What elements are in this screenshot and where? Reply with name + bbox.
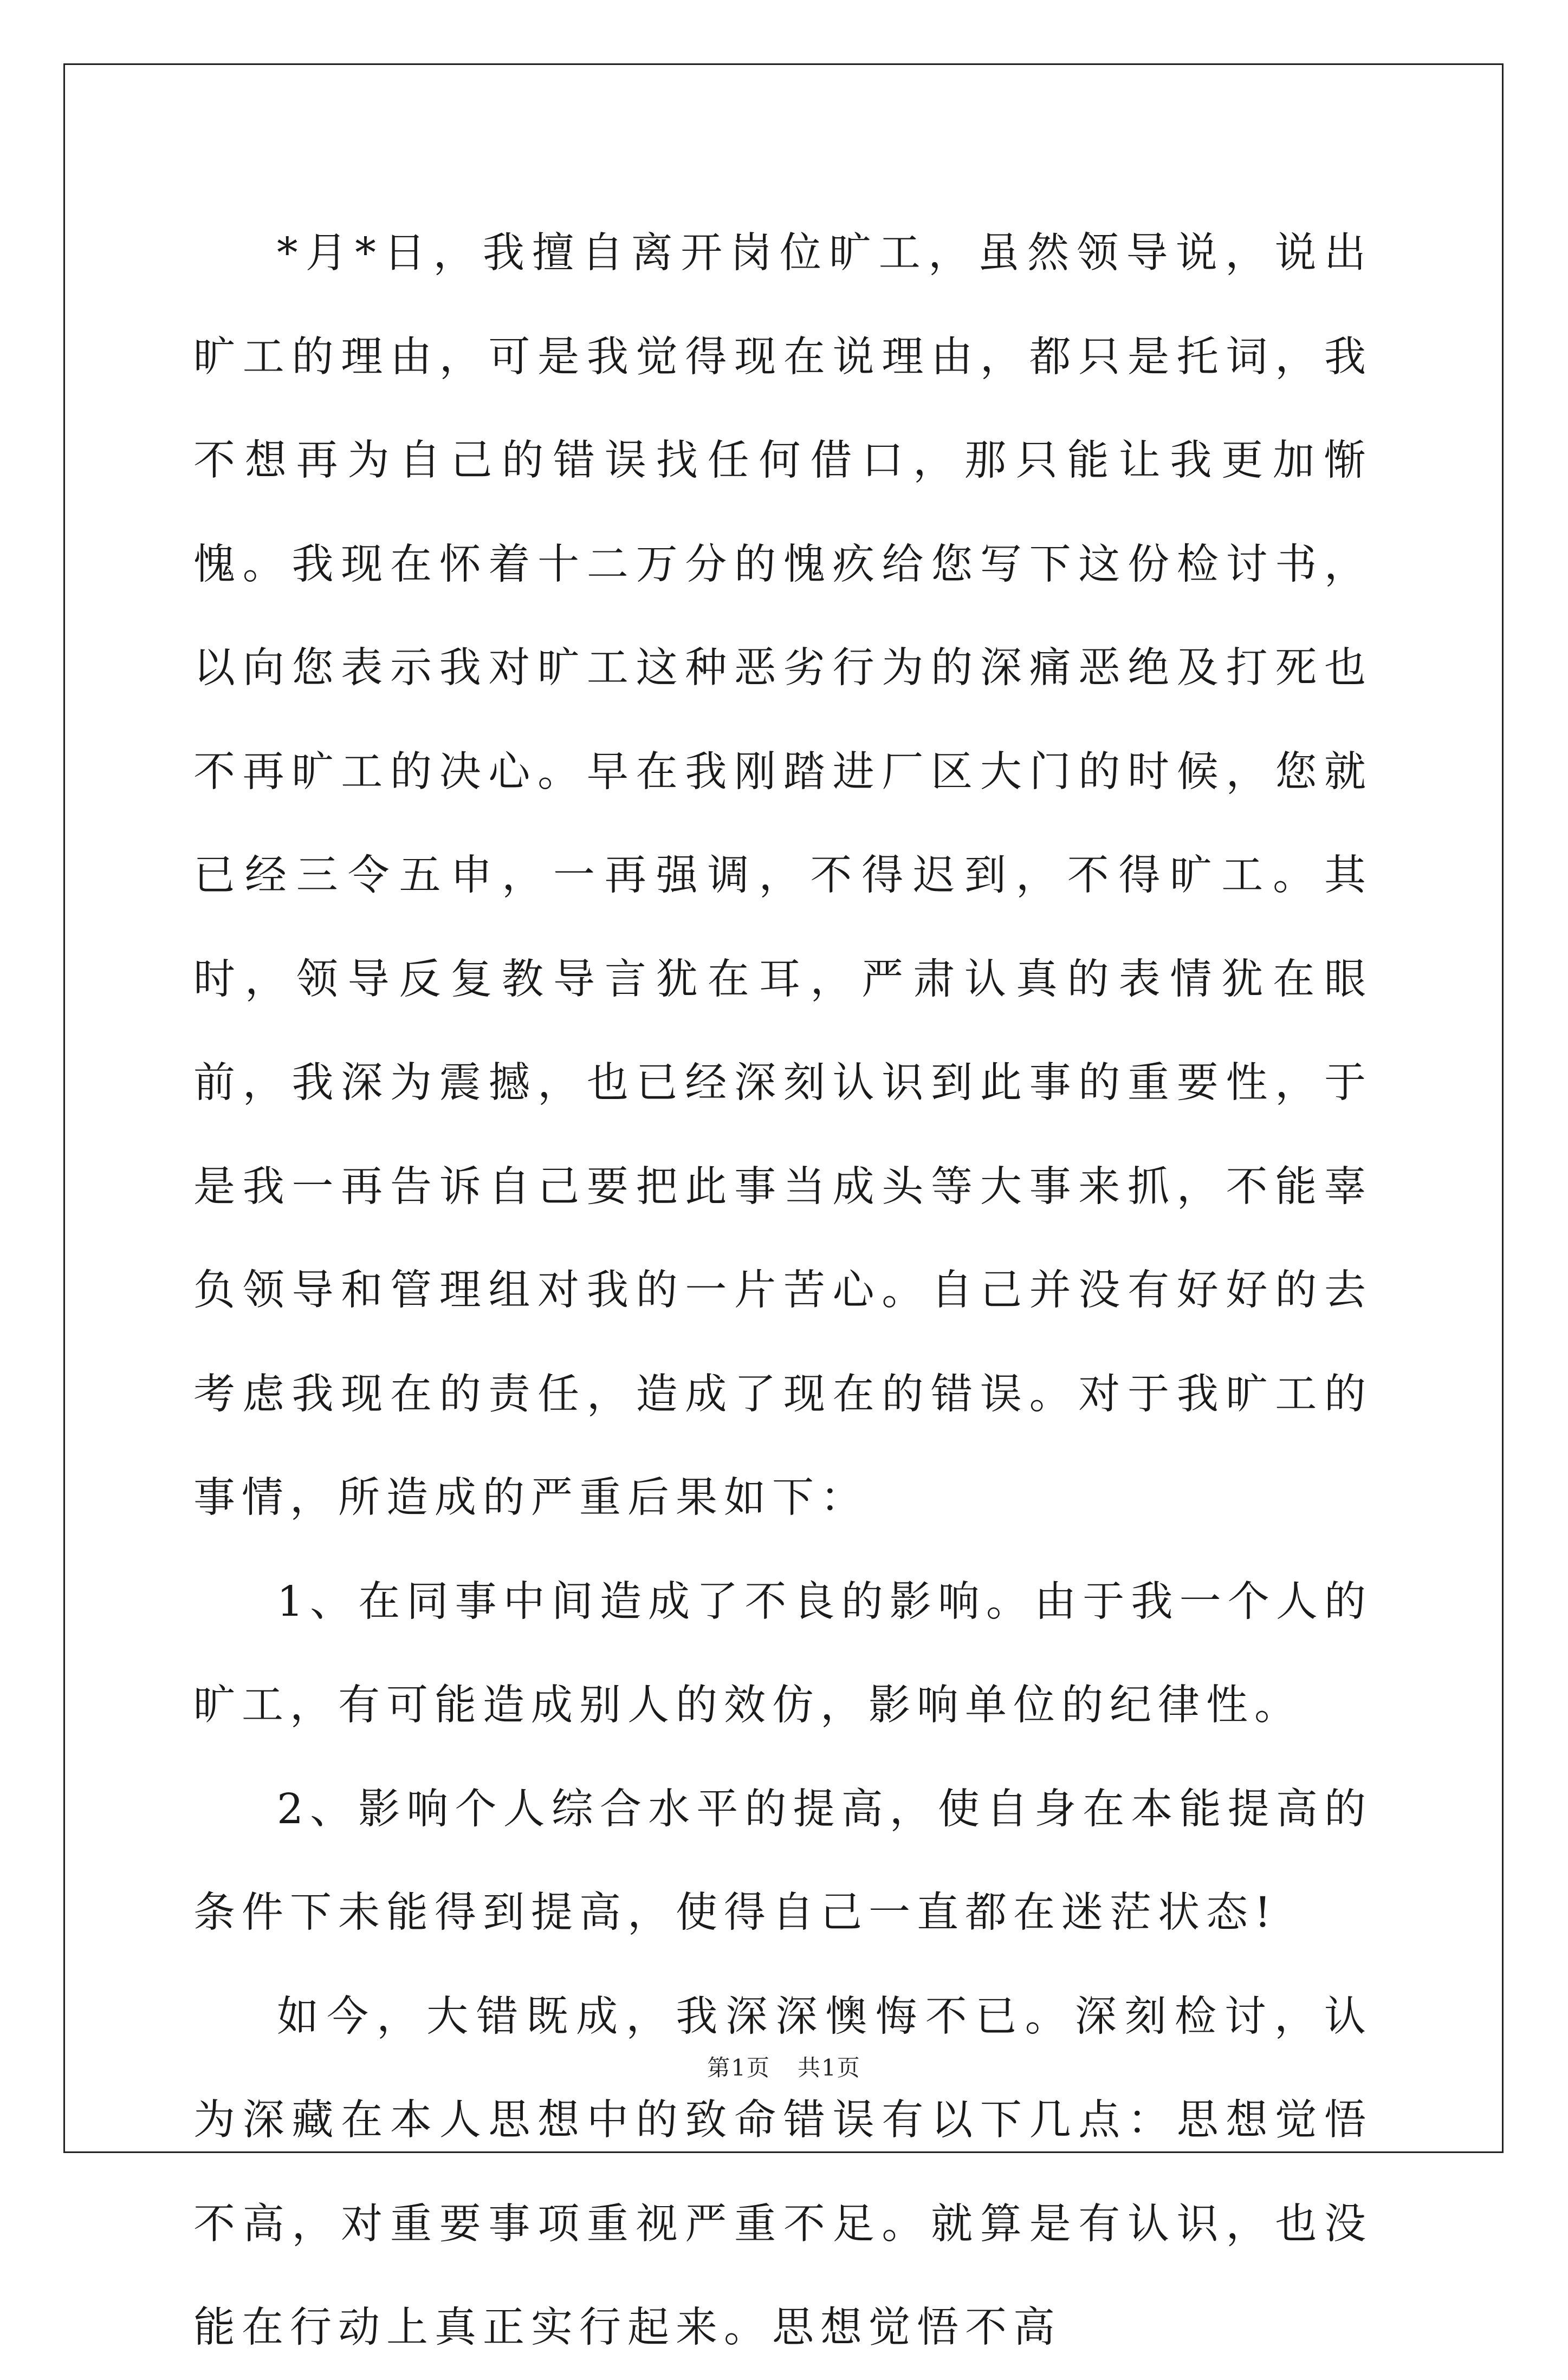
page-number-current: 第1页 bbox=[707, 2054, 770, 2081]
paragraph-consequence-1: 1、在同事中间造成了不良的影响。由于我一个人的旷工，有可能造成别人的效仿，影响单位的纪律性。 bbox=[193, 1577, 1372, 1729]
page-footer bbox=[0, 2054, 1568, 2082]
document-body bbox=[193, 201, 1372, 2380]
paragraph-consequence-2: 2、影响个人综合水平的提高，使自身在本能提高的条件下未能得到提高，使得自己一直都在迷茫状态! bbox=[193, 1785, 1372, 1937]
paragraph-reflection: 如今，大错既成，我深深懊悔不已。深刻检讨，认为深藏在本人思想中的致命错误有以下几点：思想觉悟不高，对重要事项重视严重不足。就算是有认识，也没能在行动上真正实行起来。思想觉悟不高 bbox=[193, 1992, 1372, 2352]
paragraph-intro: *月*日，我擅自离开岗位旷工，虽然领导说，说出旷工的理由，可是我觉得现在说理由，都只是托词，我不想再为自己的错误找任何借口，那只能让我更加惭愧。我现在怀着十二万分的愧疚给您写下这份检讨书，以向您表示我对旷工这种恶劣行为的深痛恶绝及打死也不再旷工的决心。早在我刚踏进厂区大门的时候，您就已经三令五申，一再强调，不得迟到，不得旷工。其时，领导反复教导言犹在耳，严肃认真的表情犹在眼前，我深为震撼，也已经深刻认识到此事的重要性，于是我一再告诉自己要把此事当成头等大事来抓，不能辜负领导和管理组对我的一片苦心。自己并没有好好的去考虑我现在的责任，造成了现在的错误。对于我旷工的事情，所造成的严重后果如下： bbox=[193, 229, 1372, 1522]
page-number-total: 共1页 bbox=[798, 2054, 861, 2081]
